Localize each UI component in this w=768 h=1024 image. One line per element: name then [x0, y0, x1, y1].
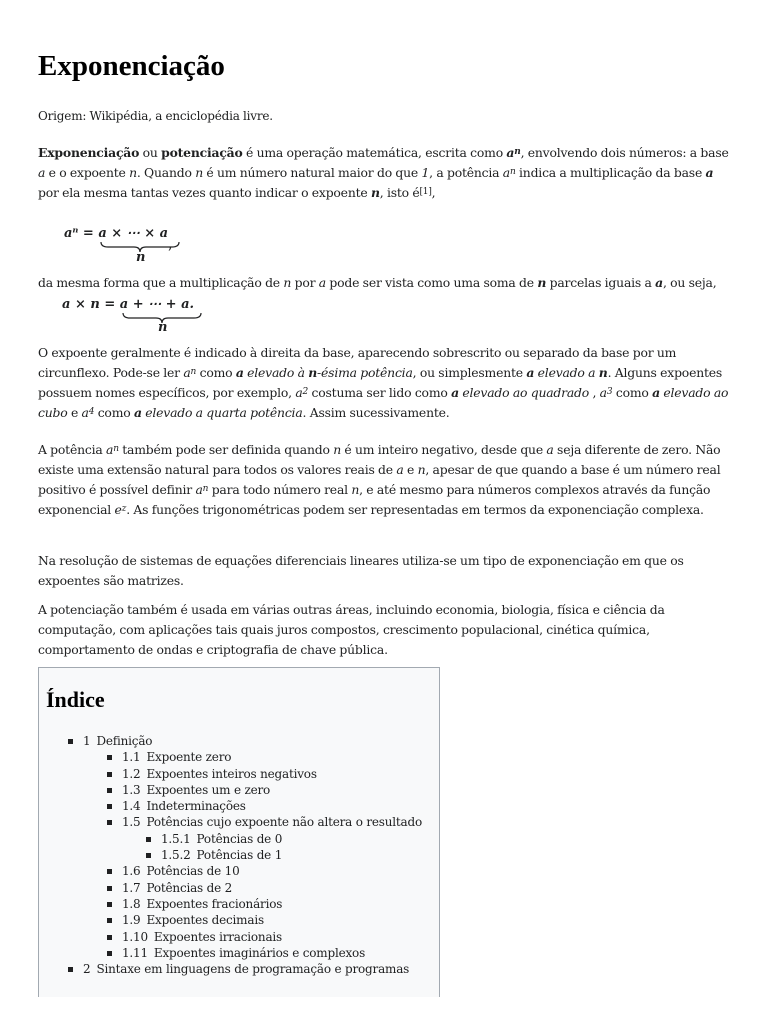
- toc-item-label: Expoentes um e zero: [146, 782, 271, 797]
- formula-power: aⁿ = a × ⋯ × a, n: [64, 226, 172, 241]
- toc-item-label: Expoentes fracionários: [146, 896, 283, 911]
- toc-item-label: Potências cujo expoente não altera o resultado: [146, 815, 423, 830]
- toc-item-number: 1.2: [122, 766, 141, 781]
- toc-item[interactable]: [39, 945, 439, 961]
- toc-item-number: 1.5.1: [161, 831, 191, 846]
- toc-item-label: Potências de 0: [196, 831, 283, 846]
- negative-paragraph: A potência $a^n$ também pode ser definida quando n é um inteiro negativo, desde que a seja diferente de zero. Não existe uma extensão natural para todos os valores reais de a e n, apesar de que quando a base é um número real positivo é possível definir $a^n$ para todo número real n, e até mesmo para números complexos através da função exponencial $e^z$. As funções trigonométricas podem ser representadas em termos da exponenciação complexa.: [38, 442, 721, 517]
- toc-item-label: Expoentes irracionais: [153, 929, 283, 944]
- toc-item-number: 1.3: [122, 782, 141, 797]
- toc-item[interactable]: [39, 896, 439, 912]
- toc-item-number: 1.4: [122, 799, 141, 814]
- multiplication-paragraph: da mesma forma que a multiplicação de n por a pode ser vista como uma soma de n parcelas iguais a a, ou seja,: [38, 275, 717, 290]
- matrix-paragraph: Na resolução de sistemas de equações diferenciais lineares utiliza-se um tipo de exponenciação em que os expoentes são matrizes.: [38, 553, 684, 588]
- toc-item[interactable]: [39, 782, 439, 798]
- toc-item-number: 1.5.2: [161, 848, 191, 863]
- table-of-contents: [38, 667, 440, 997]
- toc-item[interactable]: [39, 733, 439, 749]
- toc-item-number: 2: [83, 962, 91, 977]
- citation-link[interactable]: [1]: [419, 187, 432, 197]
- toc-item[interactable]: [39, 831, 439, 847]
- toc-list: [39, 733, 439, 977]
- toc-item-label: Expoente zero: [146, 750, 232, 765]
- toc-item-label: Expoentes inteiros negativos: [146, 766, 317, 781]
- intro-paragraph: Exponenciação ou potenciação é uma operação matemática, escrita como $a^n$, envolvendo dois números: a base a e o expoente n. Quando n é um número natural maior do que 1, a potência $a^n$ indica a multiplicação da base a por ela mesma tantas vezes quanto indicar o expoente n, isto é[1],: [38, 145, 729, 200]
- toc-item[interactable]: [39, 766, 439, 782]
- toc-item-number: 1.10: [122, 929, 148, 944]
- toc-item[interactable]: [39, 749, 439, 765]
- origin-note: Origem: Wikipédia, a enciclopédia livre.: [38, 109, 273, 123]
- toc-item-label: Expoentes imaginários e complexos: [153, 945, 366, 960]
- toc-item-label: Sintaxe em linguagens de programação e programas: [96, 962, 410, 977]
- toc-item-label: Definição: [96, 734, 153, 748]
- toc-item-number: 1.5: [122, 815, 141, 830]
- toc-item-number: 1: [83, 734, 91, 748]
- toc-item[interactable]: [39, 912, 439, 928]
- toc-item-number: 1.8: [122, 896, 141, 911]
- exponent-paragraph: O expoente geralmente é indicado à direita da base, aparecendo sobrescrito ou separado da base por um circunflexo. Pode-se ler $a^n$ como a elevado à n-ésima potência, ou simplesmente a elevado a n. Alguns expoentes possuem nomes específicos, por exemplo, $a^2$ costuma ser lido como a elevado ao quadrado , $a^3$ como a elevado ao cubo e $a^4$ como a elevado a quarta potência. Assim sucessivamente.: [38, 345, 729, 420]
- toc-item[interactable]: [39, 847, 439, 863]
- toc-item-label: Potências de 10: [146, 864, 240, 879]
- toc-item-number: 1.6: [122, 864, 141, 879]
- toc-item-label: Expoentes decimais: [146, 913, 264, 928]
- toc-item-number: 1.9: [122, 913, 141, 928]
- page-title: Exponenciação: [38, 50, 225, 82]
- toc-item[interactable]: [39, 961, 439, 977]
- toc-title: Índice: [46, 687, 105, 712]
- toc-item[interactable]: [39, 814, 439, 830]
- formula-sum: a × n = a + ⋯ + a. n: [62, 297, 194, 312]
- applications-paragraph: A potenciação também é usada em várias outras áreas, incluindo economia, biologia, física e ciência da computação, com aplicações tais quais juros compostos, crescimento populacional, cinética química, comportamento de ondas e criptografia de chave pública.: [38, 602, 665, 657]
- toc-item-label: Potências de 1: [196, 848, 283, 863]
- toc-item-number: 1.11: [122, 945, 148, 960]
- toc-item-number: 1.7: [122, 880, 141, 895]
- toc-item[interactable]: [39, 863, 439, 879]
- toc-item-label: Indeterminações: [146, 799, 246, 814]
- toc-item[interactable]: [39, 880, 439, 896]
- toc-item-label: Potências de 2: [146, 880, 233, 895]
- toc-item[interactable]: [39, 929, 439, 945]
- toc-item[interactable]: [39, 798, 439, 814]
- toc-item-number: 1.1: [122, 750, 141, 765]
